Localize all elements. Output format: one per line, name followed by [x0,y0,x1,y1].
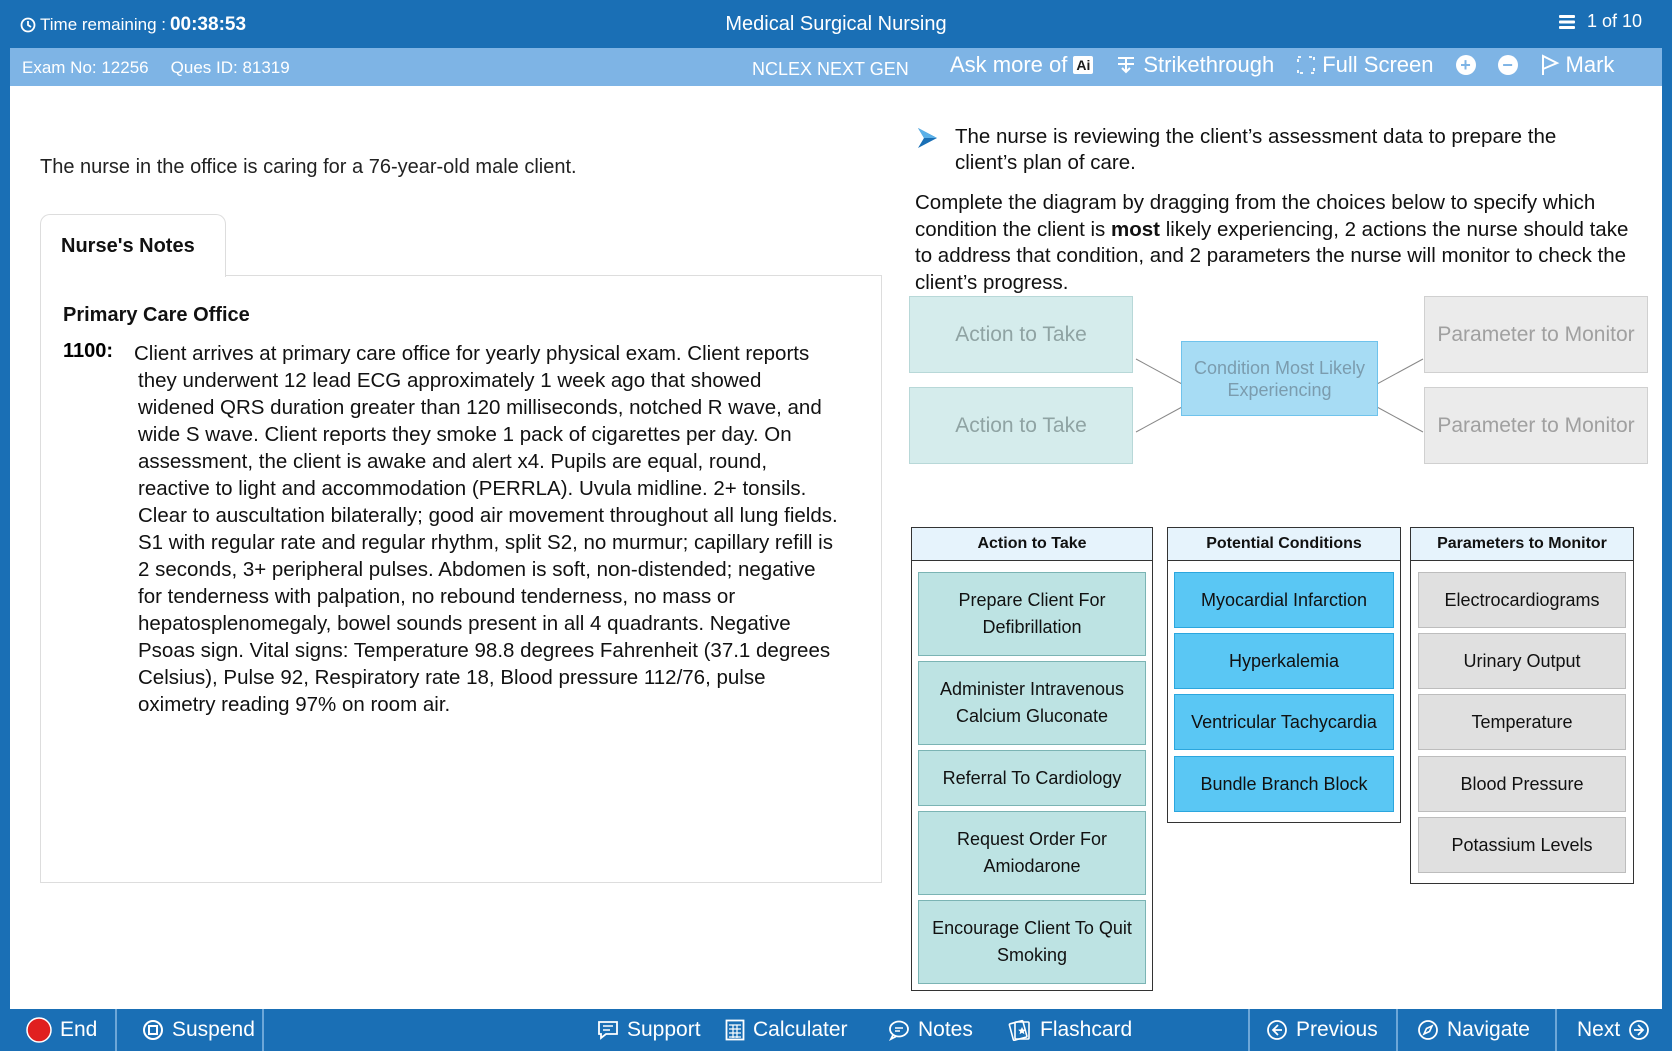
timer-value: 00:38:53 [169,14,247,35]
parameter-drop-slot-2[interactable]: Parameter to Monitor [1424,387,1648,464]
parameter-option[interactable]: Blood Pressure [1418,756,1626,812]
exam-number: Exam No: 12256 [22,58,149,77]
timer-label: Time remaining : [40,15,166,34]
notes-header: Primary Care Office [63,304,250,326]
parameter-option[interactable]: Electrocardiograms [1418,572,1626,628]
strikethrough-button[interactable] [1115,52,1274,78]
condition-option[interactable]: Ventricular Tachycardia [1174,694,1394,750]
question-id: Ques ID: 81319 [170,58,290,77]
arrow-right-circle-icon [1628,1019,1650,1041]
divider [115,1009,117,1051]
intro-text: The nurse is reviewing the client’s assessment data to prepare the client’s plan of care. [955,125,1557,174]
action-option[interactable]: Referral To Cardiology [918,750,1146,806]
notes-button[interactable] [888,1009,973,1051]
flashcard-icon [1008,1019,1032,1041]
suspend-icon [142,1019,164,1041]
divider [262,1009,264,1051]
action-option[interactable]: Request Order For Amiodarone [918,811,1146,895]
zoom-in-icon[interactable]: + [1456,55,1476,75]
stop-icon [26,1017,52,1043]
condition-drop-slot[interactable]: Condition Most Likely Experiencing [1181,341,1378,416]
tab-nurses-notes-label: Nurse's Notes [61,235,195,257]
exam-title: Medical Surgical Nursing [725,13,947,35]
notes-icon [888,1019,910,1041]
arrow-left-circle-icon [1266,1019,1288,1041]
fullscreen-label: Full Screen [1322,52,1434,77]
action-option[interactable]: Encourage Client To Quit Smoking [918,900,1146,984]
parameter-drop-slot-1[interactable]: Parameter to Monitor [1424,296,1648,373]
instructions-part1: Complete the diagram by dragging from the choices below to specify which condition the client is [915,191,1596,241]
condition-option[interactable]: Myocardial Infarction [1174,572,1394,628]
bottom-bar [0,1009,1672,1051]
flashcard-button[interactable] [1008,1009,1132,1051]
exam-mode: NCLEX NEXT GEN [752,59,909,79]
calculator-icon [725,1019,745,1041]
suspend-label: Suspend [172,1018,255,1041]
tab-nurses-notes[interactable] [40,214,226,277]
ask-ai-label: Ask more of [950,52,1068,77]
action-drop-slot-1[interactable]: Action to Take [909,296,1133,373]
list-icon [1557,14,1577,30]
instructions-part2: likely experiencing, 2 actions the nurse should take to address that condition, and 2 parameters the nurse will monitor to check the client’s progress. [915,217,1629,294]
notes-text: Client arrives at primary care office for yearly physical exam. Client reports they underwent 12 lead ECG approximately 1 week ago that showed widened QRS duration greater than 120 milliseconds, notched R wave, and wide S wave. Client reports they smoke 1 pack of cigarettes per day. On assessment, the client is awake and alert x4. Pupils are equal, round, reactive to light and accommodation (PERRLA). Uvula midline. 2+ tonsils. Clear to auscultation bilaterally; good air movement throughout all lung fields. S1 with regular rate and regular rhythm, split S2, no murmur; capillary refill is 2 seconds, 3+ peripheral pulses. Abdomen is soft, non-distended; negative for tenderness with palpation, no rebound tenderness, no mass or hepatosplenomegaly, bowel sounds present in all 4 quadrants. Negative Psoas sign. Vital signs: Temperature 98.8 degrees Fahrenheit (37.1 degrees Celsius), Pulse 92, Respiratory rate 18, Blood pressure 112/76, pulse oximetry reading 97% on room air. [134,342,838,716]
mark-button[interactable] [1540,52,1615,78]
conditions-panel-title: Potential Conditions [1168,528,1400,561]
end-label: End [60,1018,98,1041]
flashcard-label: Flashcard [1040,1018,1133,1041]
condition-option[interactable]: Hyperkalemia [1174,633,1394,689]
navigate-label: Navigate [1447,1018,1530,1041]
fullscreen-button[interactable] [1296,52,1433,78]
zoom-out-icon[interactable]: − [1498,55,1518,75]
main-content [10,86,1662,1009]
strikethrough-label: Strikethrough [1143,52,1275,77]
toolbar [950,52,1614,78]
action-drop-slot-2[interactable]: Action to Take [909,387,1133,464]
action-option[interactable]: Administer Intravenous Calcium Gluconate [918,661,1146,745]
action-option[interactable]: Prepare Client For Defibrillation [918,572,1146,656]
parameter-option[interactable]: Potassium Levels [1418,817,1626,873]
parameter-option[interactable]: Temperature [1418,694,1626,750]
parameters-panel-title: Parameters to Monitor [1411,528,1633,561]
flag-icon [1540,54,1560,76]
strikethrough-icon [1115,55,1137,75]
divider [1396,1009,1398,1051]
parameter-option[interactable]: Urinary Output [1418,633,1626,689]
condition-option[interactable]: Bundle Branch Block [1174,756,1394,812]
question-stem: The nurse in the office is caring for a 76-year-old male client. [40,156,577,178]
top-bar [0,0,1672,48]
counter-text: 1 of 10 [1586,11,1642,31]
notes-time: 1100: [63,340,114,362]
mark-label: Mark [1565,52,1615,77]
support-icon [597,1019,619,1041]
actions-panel-title: Action to Take [912,528,1152,561]
support-label: Support [627,1018,701,1041]
support-button[interactable] [597,1009,701,1051]
previous-button[interactable] [1266,1009,1378,1051]
compass-icon [1417,1019,1439,1041]
fullscreen-icon [1296,55,1316,75]
question-counter[interactable] [1557,11,1642,32]
ai-icon: Ai [1073,56,1093,74]
calculator-label: Calculater [753,1018,848,1041]
navigate-button[interactable] [1417,1009,1530,1051]
ask-ai-button[interactable] [950,52,1093,78]
sub-bar [10,48,1662,86]
previous-label: Previous [1296,1018,1378,1041]
next-button[interactable] [1577,1009,1650,1051]
calculator-button[interactable] [725,1009,848,1051]
divider [1555,1009,1557,1051]
divider [1248,1009,1250,1051]
suspend-button[interactable] [142,1009,255,1051]
instructions-bold: most [1111,217,1160,241]
end-button[interactable] [26,1009,97,1051]
next-label: Next [1577,1018,1621,1041]
notes-label: Notes [918,1018,973,1041]
